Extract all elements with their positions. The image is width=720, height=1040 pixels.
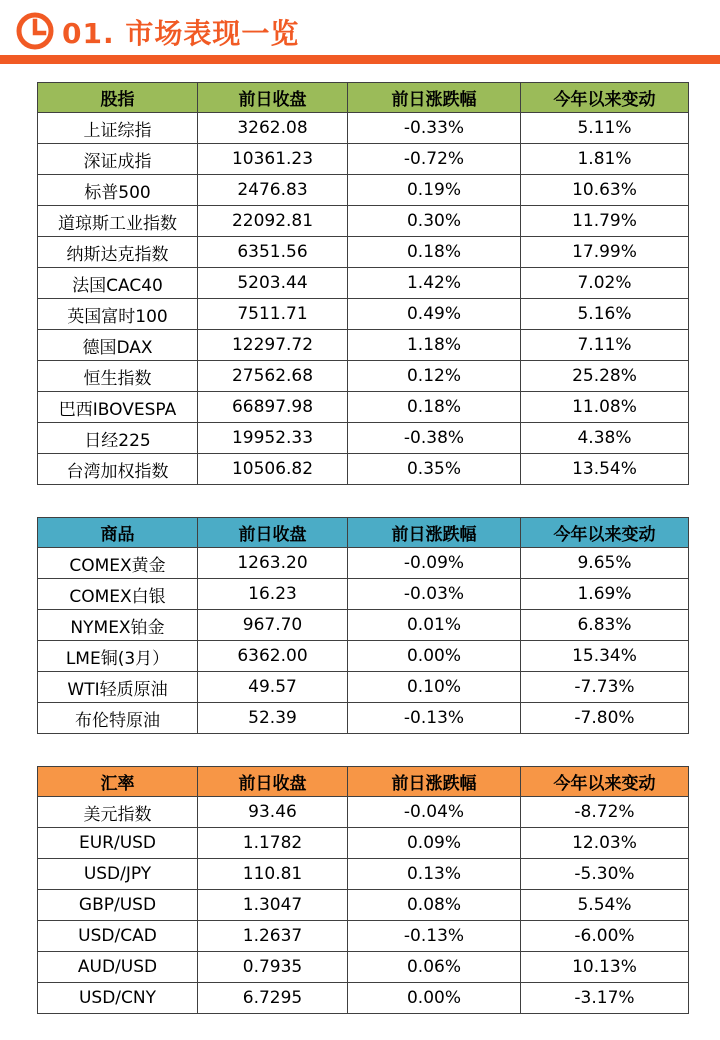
column-header-name: 商品 <box>38 518 198 548</box>
column-header-name: 汇率 <box>38 767 198 797</box>
cell-daily-change: 0.08% <box>348 890 521 921</box>
cell-name: 深证成指 <box>38 144 198 175</box>
header-divider <box>0 55 720 64</box>
column-header-ytd-change: 今年以来变动 <box>521 83 689 113</box>
cell-daily-change: 1.42% <box>348 268 521 299</box>
table-row <box>38 890 689 921</box>
cell-name: EUR/USD <box>38 828 198 859</box>
cell-name: 上证综指 <box>38 113 198 144</box>
cell-ytd-change: 11.08% <box>521 392 689 423</box>
cell-close: 5203.44 <box>198 268 348 299</box>
cell-daily-change: 0.18% <box>348 237 521 268</box>
table-row <box>38 330 689 361</box>
cell-ytd-change: 11.79% <box>521 206 689 237</box>
page-header <box>0 0 720 70</box>
table-header-row <box>38 518 689 548</box>
table-row <box>38 952 689 983</box>
cell-close: 10506.82 <box>198 454 348 485</box>
table-row <box>38 859 689 890</box>
cell-daily-change: 0.13% <box>348 859 521 890</box>
cell-close: 1.1782 <box>198 828 348 859</box>
cell-close: 6.7295 <box>198 983 348 1014</box>
cell-name: 恒生指数 <box>38 361 198 392</box>
table-row <box>38 299 689 330</box>
cell-ytd-change: 25.28% <box>521 361 689 392</box>
cell-name: USD/JPY <box>38 859 198 890</box>
cell-ytd-change: -6.00% <box>521 921 689 952</box>
cell-name: 台湾加权指数 <box>38 454 198 485</box>
table-row <box>38 392 689 423</box>
table-row <box>38 423 689 454</box>
cell-name: 英国富时100 <box>38 299 198 330</box>
cell-name: COMEX白银 <box>38 579 198 610</box>
cell-ytd-change: -7.73% <box>521 672 689 703</box>
table-row <box>38 454 689 485</box>
page-title: 01. 市场表现一览 <box>62 17 300 50</box>
cell-daily-change: 0.06% <box>348 952 521 983</box>
cell-daily-change: 0.19% <box>348 175 521 206</box>
cell-daily-change: -0.04% <box>348 797 521 828</box>
cell-daily-change: 0.49% <box>348 299 521 330</box>
cell-close: 66897.98 <box>198 392 348 423</box>
cell-ytd-change: 6.83% <box>521 610 689 641</box>
cell-close: 49.57 <box>198 672 348 703</box>
column-header-close: 前日收盘 <box>198 83 348 113</box>
cell-ytd-change: 9.65% <box>521 548 689 579</box>
cell-daily-change: 0.18% <box>348 392 521 423</box>
cell-close: 6351.56 <box>198 237 348 268</box>
cell-close: 10361.23 <box>198 144 348 175</box>
column-header-close: 前日收盘 <box>198 767 348 797</box>
cell-ytd-change: 4.38% <box>521 423 689 454</box>
cell-ytd-change: 1.81% <box>521 144 689 175</box>
cell-ytd-change: 12.03% <box>521 828 689 859</box>
cell-ytd-change: 15.34% <box>521 641 689 672</box>
cell-ytd-change: 10.63% <box>521 175 689 206</box>
cell-name: 布伦特原油 <box>38 703 198 734</box>
cell-close: 27562.68 <box>198 361 348 392</box>
cell-close: 12297.72 <box>198 330 348 361</box>
table-row <box>38 579 689 610</box>
cell-close: 52.39 <box>198 703 348 734</box>
cell-ytd-change: 13.54% <box>521 454 689 485</box>
cell-daily-change: 0.10% <box>348 672 521 703</box>
cell-daily-change: 0.12% <box>348 361 521 392</box>
cell-daily-change: -0.13% <box>348 703 521 734</box>
cell-name: WTI轻质原油 <box>38 672 198 703</box>
cell-daily-change: 1.18% <box>348 330 521 361</box>
table-row <box>38 641 689 672</box>
cell-name: USD/CNY <box>38 983 198 1014</box>
cell-name: 纳斯达克指数 <box>38 237 198 268</box>
cell-name: COMEX黄金 <box>38 548 198 579</box>
column-header-daily-change: 前日涨跌幅 <box>348 767 521 797</box>
cell-close: 93.46 <box>198 797 348 828</box>
exchange-rate-table <box>37 766 689 1014</box>
cell-daily-change: -0.33% <box>348 113 521 144</box>
cell-daily-change: 0.01% <box>348 610 521 641</box>
cell-ytd-change: 17.99% <box>521 237 689 268</box>
cell-name: 美元指数 <box>38 797 198 828</box>
cell-ytd-change: -7.80% <box>521 703 689 734</box>
table-row <box>38 610 689 641</box>
cell-name: 巴西IBOVESPA <box>38 392 198 423</box>
cell-close: 7511.71 <box>198 299 348 330</box>
cell-close: 1.3047 <box>198 890 348 921</box>
column-header-daily-change: 前日涨跌幅 <box>348 518 521 548</box>
column-header-daily-change: 前日涨跌幅 <box>348 83 521 113</box>
commodity-table <box>37 517 689 734</box>
cell-ytd-change: 7.11% <box>521 330 689 361</box>
cell-name: LME铜(3月） <box>38 641 198 672</box>
cell-name: 法国CAC40 <box>38 268 198 299</box>
cell-daily-change: 0.30% <box>348 206 521 237</box>
cell-close: 22092.81 <box>198 206 348 237</box>
column-header-name: 股指 <box>38 83 198 113</box>
cell-daily-change: 0.35% <box>348 454 521 485</box>
table-row <box>38 797 689 828</box>
cell-name: GBP/USD <box>38 890 198 921</box>
cell-ytd-change: 5.54% <box>521 890 689 921</box>
cell-close: 1.2637 <box>198 921 348 952</box>
table-row <box>38 144 689 175</box>
table-row <box>38 828 689 859</box>
clock-icon <box>16 12 54 50</box>
cell-close: 3262.08 <box>198 113 348 144</box>
cell-daily-change: -0.13% <box>348 921 521 952</box>
table-row <box>38 703 689 734</box>
table-row <box>38 361 689 392</box>
cell-ytd-change: -5.30% <box>521 859 689 890</box>
column-header-close: 前日收盘 <box>198 518 348 548</box>
cell-ytd-change: 5.11% <box>521 113 689 144</box>
cell-ytd-change: 7.02% <box>521 268 689 299</box>
cell-close: 1263.20 <box>198 548 348 579</box>
cell-ytd-change: 10.13% <box>521 952 689 983</box>
table-header-row <box>38 83 689 113</box>
cell-name: AUD/USD <box>38 952 198 983</box>
cell-ytd-change: 1.69% <box>521 579 689 610</box>
table-row <box>38 921 689 952</box>
cell-daily-change: -0.38% <box>348 423 521 454</box>
table-row <box>38 113 689 144</box>
cell-daily-change: 0.09% <box>348 828 521 859</box>
cell-name: 德国DAX <box>38 330 198 361</box>
table-row <box>38 237 689 268</box>
table-row <box>38 983 689 1014</box>
cell-close: 110.81 <box>198 859 348 890</box>
table-row <box>38 175 689 206</box>
cell-close: 2476.83 <box>198 175 348 206</box>
cell-close: 16.23 <box>198 579 348 610</box>
cell-close: 967.70 <box>198 610 348 641</box>
table-row <box>38 672 689 703</box>
cell-ytd-change: -3.17% <box>521 983 689 1014</box>
column-header-ytd-change: 今年以来变动 <box>521 767 689 797</box>
column-header-ytd-change: 今年以来变动 <box>521 518 689 548</box>
cell-close: 6362.00 <box>198 641 348 672</box>
cell-name: 道琼斯工业指数 <box>38 206 198 237</box>
cell-daily-change: -0.09% <box>348 548 521 579</box>
cell-daily-change: -0.03% <box>348 579 521 610</box>
cell-ytd-change: 5.16% <box>521 299 689 330</box>
cell-close: 19952.33 <box>198 423 348 454</box>
table-row <box>38 268 689 299</box>
cell-ytd-change: -8.72% <box>521 797 689 828</box>
cell-daily-change: -0.72% <box>348 144 521 175</box>
cell-name: USD/CAD <box>38 921 198 952</box>
table-row <box>38 548 689 579</box>
cell-close: 0.7935 <box>198 952 348 983</box>
cell-name: 标普500 <box>38 175 198 206</box>
cell-name: NYMEX铂金 <box>38 610 198 641</box>
table-row <box>38 206 689 237</box>
cell-name: 日经225 <box>38 423 198 454</box>
table-header-row <box>38 767 689 797</box>
cell-daily-change: 0.00% <box>348 641 521 672</box>
cell-daily-change: 0.00% <box>348 983 521 1014</box>
stock-index-table <box>37 82 689 485</box>
